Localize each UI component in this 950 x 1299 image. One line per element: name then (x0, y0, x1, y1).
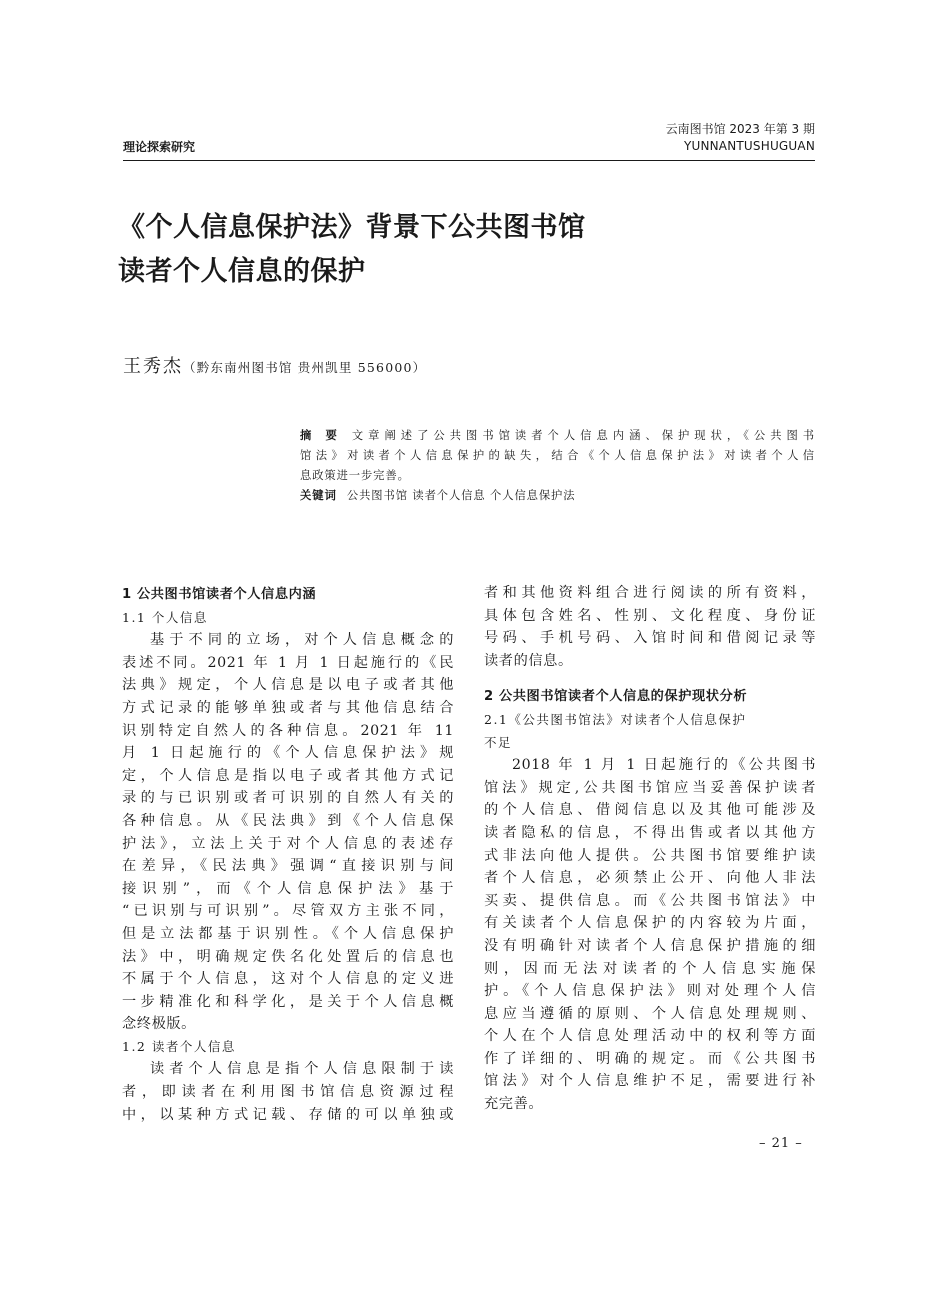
section-1-heading: 1 公共图书馆读者个人信息内涵 (122, 587, 317, 602)
abstract-line-2: 馆法》对读者个人信息保护的缺失，结合《个人信息保护法》对读者个人信 (300, 449, 815, 462)
text-line: 2018 年 1 月 1 日起施行的《公共图书 (512, 757, 816, 774)
text-line: 录的与已识别或者可识别的自然人有关的 (122, 790, 454, 807)
text-line: 式非法向他人提供。公共图书馆要维护读 (484, 847, 816, 864)
author-affiliation: （黔东南州图书馆 贵州凯里 556000） (183, 360, 427, 375)
text-line: 一步精准化和科学化，是关于个人信息概 (122, 993, 454, 1010)
text-line: 读者隐私的信息，不得出售或者以其他方 (484, 824, 816, 841)
text-line: 作了详细的、明确的规定。而《公共图书 (484, 1050, 816, 1067)
text-line: 中，以某种方式记载、存储的可以单独或 (122, 1106, 454, 1123)
text-line: 基于不同的立场，对个人信息概念的 (150, 632, 454, 649)
section-gap (484, 672, 816, 686)
running-head-journal (666, 121, 815, 155)
text-line: 者个人信息，必须禁止公开、向他人非法 (484, 870, 816, 887)
text-line: 没有明确针对读者个人信息保护措施的细 (484, 937, 816, 954)
running-head-section: 理论探索研究 (123, 140, 196, 154)
text-line: “已识别与可识别”。尽管双方主张不同， (122, 903, 454, 920)
section-1-2-text (122, 1058, 454, 1126)
right-column (484, 582, 816, 1116)
keywords: 公共图书馆 读者个人信息 个人信息保护法 (346, 489, 576, 502)
abstract-line-1: 文章阐述了公共图书馆读者个人信息内涵、保护现状，《公共图书 (351, 429, 815, 442)
section-1-1-text (122, 629, 454, 1036)
text-line: 表述不同。2021 年 1 月 1 日起施行的《民 (122, 654, 454, 671)
text-line: 者，即读者在利用图书馆信息资源过程 (122, 1084, 454, 1101)
text-line: 护法》，立法上关于对个人信息的表述存 (122, 835, 454, 852)
title-line-2: 读者个人信息的保护 (118, 256, 366, 287)
text-line: 接识别”，而《个人信息保护法》基于 (122, 880, 454, 897)
text-line: 充完善。 (484, 1096, 544, 1113)
text-line: 不属于个人信息，这对个人信息的定义进 (122, 971, 454, 988)
text-line: 识别特定自然人的各种信息。2021 年 11 (122, 722, 454, 739)
text-line: 各种信息。从《民法典》到《个人信息保 (122, 812, 454, 829)
text-line: 读者个人信息是指个人信息限制于读 (150, 1061, 454, 1078)
text-line: 者和其他资料组合进行阅读的所有资料， (484, 585, 816, 601)
section-1-1-heading: 1.1 个人信息 (122, 609, 208, 625)
page-number: – 21 – (759, 1136, 803, 1151)
text-line: 息应当遵循的原则、个人信息处理规则、 (484, 1005, 816, 1022)
section-2-1-heading-line-1: 2.1《公共图书馆法》对读者个人信息保护 (484, 711, 747, 727)
text-line: 定，个人信息是指以电子或者其他方式记 (122, 767, 454, 784)
abstract-line-3: 息政策进一步完善。 (300, 469, 410, 482)
section-1-2-heading: 1.2 读者个人信息 (122, 1038, 236, 1054)
section-2-1-heading-line-2: 不足 (484, 734, 513, 750)
text-line: 念终极版。 (122, 1016, 196, 1033)
text-line: 买卖、提供信息。而《公共图书馆法》中 (484, 892, 816, 909)
text-line: 读者的信息。 (484, 652, 573, 669)
text-line: 法》中，明确规定佚名化处置后的信息也 (122, 948, 454, 965)
text-line: 的个人信息、借阅信息以及其他可能涉及 (484, 802, 816, 819)
author-line (123, 352, 426, 378)
text-line: 有关读者个人信息保护的内容较为片面， (484, 915, 816, 932)
section-1-2-text-continued (484, 582, 816, 672)
left-column (122, 584, 454, 1126)
text-line: 个人在个人信息处理活动中的权利等方面 (484, 1028, 816, 1045)
text-line: 号码、手机号码、入馆时间和借阅记录等 (484, 630, 816, 647)
text-line: 则，因而无法对读者的个人信息实施保 (484, 960, 816, 977)
author-name: 王秀杰 (123, 356, 183, 377)
title-line-1: 《个人信息保护法》背景下公共图书馆 (118, 212, 586, 243)
text-line: 馆法》对个人信息维护不足，需要进行补 (484, 1073, 816, 1090)
section-2-heading: 2 公共图书馆读者个人信息的保护现状分析 (484, 689, 748, 705)
text-line: 护。《个人信息保护法》则对处理个人信 (484, 983, 816, 1000)
journal-latin-name: YUNNANTUSHUGUAN (683, 139, 815, 153)
journal-issue: 云南图书馆 2023 年第 3 期 (665, 122, 815, 136)
text-line: 具体包含姓名、性别、文化程度、身份证 (484, 607, 816, 624)
header-rule (123, 160, 815, 161)
abstract-block (300, 426, 815, 506)
text-line: 在差异，《民法典》强调“直接识别与间 (122, 858, 454, 875)
text-line: 但是立法都基于识别性。《个人信息保护 (122, 925, 454, 942)
text-line: 法典》规定，个人信息是以电子或者其他 (122, 677, 454, 694)
section-2-1-text (484, 754, 816, 1116)
abstract-label: 摘 要 (300, 429, 342, 442)
text-line: 月 1 日起施行的《个人信息保护法》规 (122, 745, 454, 762)
keywords-label: 关键词 (300, 489, 337, 502)
text-line: 馆法》规定,公共图书馆应当妥善保护读者 (484, 779, 816, 796)
article-title (118, 206, 778, 294)
text-line: 方式记录的能够单独或者与其他信息结合 (122, 699, 454, 716)
